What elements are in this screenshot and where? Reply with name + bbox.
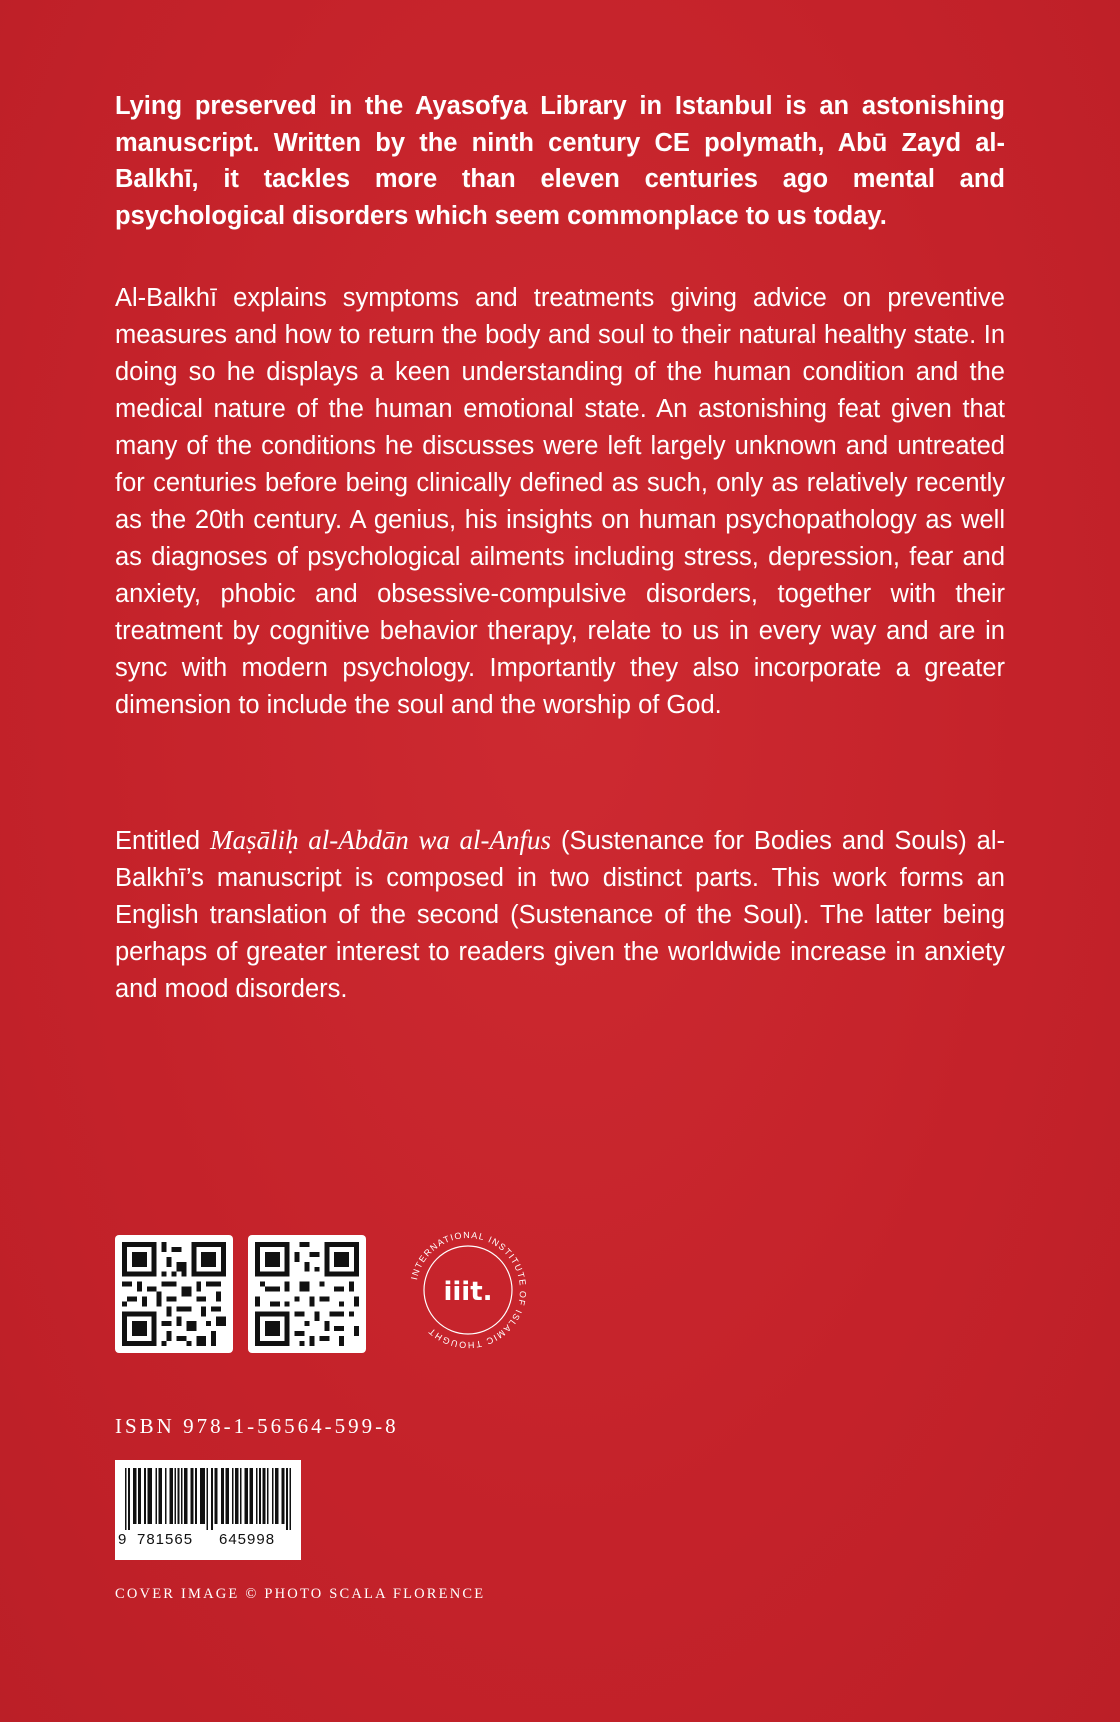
barcode-bar <box>221 1468 223 1524</box>
cover-image-credit: COVER IMAGE © PHOTO SCALA FLORENCE <box>115 1586 486 1602</box>
barcode-bar <box>275 1468 277 1524</box>
barcode-bar <box>186 1468 188 1524</box>
barcode-bar <box>135 1468 137 1524</box>
body-paragraph-2 <box>115 822 1005 1008</box>
barcode-bar <box>178 1468 180 1524</box>
barcode-bar <box>214 1468 216 1524</box>
barcode-bar <box>192 1468 194 1524</box>
intro-paragraph: Lying preserved in the Ayasofya Library in Istanbul is an astonishing manuscript. Written by the ninth century CE polymath, Abū Zayd al-Balkhī, it tackles more than eleven centuries ago mental and psychological disorders which seem commonplace to us today. <box>115 92 1005 230</box>
barcode-bar <box>200 1468 202 1524</box>
barcode-bar <box>272 1468 274 1524</box>
barcode-bar <box>151 1468 153 1524</box>
barcode-bar <box>250 1468 252 1524</box>
barcode-bar <box>147 1468 149 1524</box>
barcode-bar <box>277 1468 279 1524</box>
barcode-bars <box>125 1468 291 1530</box>
barcode-bar <box>267 1468 269 1524</box>
isbn-text: ISBN 978-1-56564-599-8 <box>115 1414 399 1438</box>
barcode-bar <box>216 1468 218 1524</box>
barcode-bar <box>128 1468 130 1530</box>
barcode-bar <box>195 1468 197 1524</box>
barcode-bar <box>262 1468 264 1524</box>
barcode-bar <box>289 1468 291 1530</box>
barcode-bar <box>222 1468 224 1524</box>
logo-ring-text: INTERNATIONAL INSTITUTE OF ISLAMIC THOUGHT <box>409 1229 529 1351</box>
barcode-bar <box>181 1468 183 1524</box>
barcode-right-digits: 645998 <box>219 1531 276 1548</box>
barcode-bar <box>144 1468 146 1524</box>
barcode-bar <box>160 1468 162 1524</box>
qr-code-1[interactable] <box>115 1235 233 1353</box>
barcode-bar <box>237 1468 239 1524</box>
barcode-bar <box>211 1468 213 1530</box>
barcode-bar <box>264 1468 266 1524</box>
qr-code-2[interactable] <box>248 1235 366 1353</box>
barcode-bar <box>125 1468 127 1530</box>
barcode-bar <box>139 1468 141 1524</box>
barcode-bar <box>174 1468 176 1524</box>
barcode-bar <box>170 1468 172 1524</box>
barcode-bar <box>206 1468 208 1530</box>
barcode-bar <box>251 1468 253 1524</box>
qr-code-2-icon <box>255 1242 359 1346</box>
barcode-bar <box>226 1468 228 1524</box>
barcode-bar <box>227 1468 229 1524</box>
barcode-bar <box>133 1468 135 1524</box>
iiit-publisher-logo <box>400 1222 536 1358</box>
barcode-bar <box>283 1468 285 1524</box>
barcode-first-digit: 9 <box>118 1531 127 1548</box>
barcode-bar <box>190 1468 192 1524</box>
barcode-bar <box>256 1468 258 1524</box>
barcode-bar <box>171 1468 173 1524</box>
barcode-bar <box>286 1468 288 1530</box>
isbn-barcode <box>115 1460 301 1560</box>
manuscript-title: Maṣāliḥ al-Abdān wa al-Anfus <box>210 825 552 855</box>
barcode-bar <box>246 1468 248 1524</box>
barcode-bar <box>259 1468 261 1524</box>
barcode-bar <box>240 1468 242 1524</box>
barcode-bar <box>149 1468 151 1524</box>
body-paragraph-1: Al-Balkhī explains symptoms and treatments giving advice on preventive measures and how to return the body and soul to their natural healthy state. In doing so he displays a keen understanding of the human condition and the medical nature of the human emotional state. An astonishing feat given that many of the conditions he discusses were left largely unknown and untreated for centuries before being clinically defined as such, only as relatively recently as the 20th century. A genius, his insights on human psychopathology as well as diagnoses of psychological ailments including stress, depression, fear and anxiety, phobic and obsessive-compulsive disorders, together with their treatment by cognitive behavior therapy, relate to us in every way and are in sync with modern psychology. Importantly they also incorporate a greater dimension to include the soul and the worship of God. <box>115 284 1005 719</box>
barcode-bar <box>165 1468 167 1524</box>
barcode-bar <box>159 1468 161 1524</box>
barcode-bar <box>235 1468 237 1524</box>
barcode-bar <box>155 1468 157 1524</box>
barcode-bar <box>232 1468 234 1524</box>
barcode-bar <box>245 1468 247 1524</box>
body-paragraph-2-rest: (Sustenance for Bodies and Souls) al-Balkhī’s manuscript is composed in two distinct parts. This work forms an English translation of the second (Sustenance of the Soul). The latter being perhaps of greater interest to readers given the worldwide increase in anxiety and mood disorders. <box>115 827 1006 1003</box>
qr-code-1-icon <box>122 1242 226 1346</box>
barcode-bar <box>184 1468 186 1524</box>
barcode-bar <box>281 1468 283 1524</box>
body-paragraph-2-prefix: Entitled <box>115 827 201 855</box>
barcode-bar <box>138 1468 140 1524</box>
barcode-bar <box>203 1468 205 1524</box>
logo-mark: iiit. <box>443 1277 493 1307</box>
barcode-left-digits: 781565 <box>137 1531 194 1548</box>
barcode-bar <box>202 1468 204 1524</box>
